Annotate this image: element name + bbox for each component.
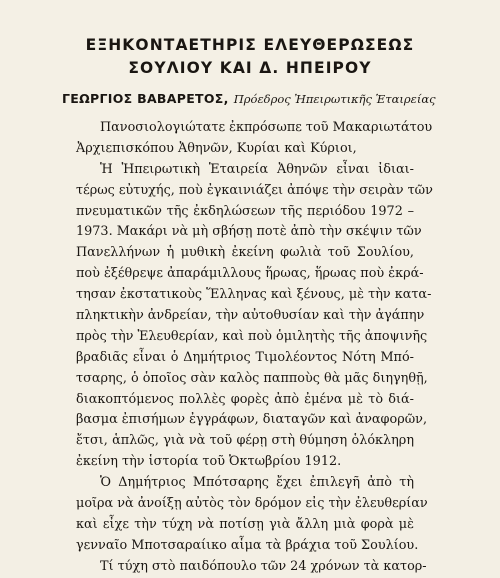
author-role: Πρόεδρος Ἠπειρωτικῆς Ἑταιρείας — [233, 92, 436, 106]
text-line: Ἡ Ἠπειρωτικὴ Ἑταιρεία Ἀθηνῶν εἶναι ἰδιαι- — [100, 161, 414, 177]
text-line: τσαρης, ὁ ὁποῖος σὰν καλὸς παπποὺς θὰ μᾶς διηγηθῇ, — [76, 370, 428, 386]
text-line: διακοπτόμενος πολλὲς φορὲς ἀπὸ ἐμένα μὲ τὸ διά- — [76, 391, 414, 407]
text-line: βραδιᾶς εἶναι ὁ Δημήτριος Τιμολέοντος Νότη Μπό- — [76, 349, 414, 365]
text-line: τησαν ἐκστατικοὺς Ἕλληνας καὶ ξένους, μὲ τὴν κατα- — [76, 287, 432, 303]
text-line: ἔτσι, ἁπλῶς, γιὰ νὰ τοῦ φέρῃ στὴ θύμηση ὁλόκληρη — [76, 433, 414, 449]
text-line: μοῖρα νὰ ἀνοίξῃ αὐτὸς τὸν δρόμον εἰς τὴν ἐλευθερίαν — [76, 496, 428, 512]
text-line: Τί τύχη στὸ παιδόπουλο τῶν 24 χρόνων τὰ κατορ- — [100, 558, 427, 574]
text-line: βασμα ἐπισήμων ἐγγράφων, διαταγῶν καὶ ἀναφορῶν, — [76, 412, 428, 428]
author-line — [62, 88, 436, 107]
text-line: Ἀρχιεπισκόπου Ἀθηνῶν, Κυρίαι καὶ Κύριοι, — [76, 140, 357, 156]
text-line: 1973. Μακάρι νὰ μὴ σβήσῃ ποτὲ ἀπὸ τὴν σκέψιν τῶν — [76, 224, 422, 240]
text-line: Ὁ Δημήτριος Μπότσαρης ἔχει ἐπιλεγῆ ἀπὸ τὴ — [100, 475, 414, 491]
document-title-line-2: ΣΟΥΛΙΟΥ ΚΑΙ Δ. ΗΠΕΙΡΟΥ — [128, 59, 372, 77]
document-title-line-1: ΕΞΗΚΟΝΤΑΕΤΗΡΙΣ ΕΛΕΥΘΕΡΩΣΕΩΣ — [85, 36, 415, 54]
text-line: ποὺ ἐξέθρεψε ἀπαράμιλλους ἥρωας, ἥρωας ποὺ ἐκρά- — [76, 266, 424, 282]
text-line: Πανοσιολογιώτατε ἐκπρόσωπε τοῦ Μακαριωτάτου — [100, 120, 433, 135]
author-name: ΓΕΩΡΓΙΟΣ ΒΑΒΑΡΕΤΟΣ, — [62, 91, 229, 106]
text-line: πνευματικῶν τῆς ἐκδηλώσεων τῆς περιόδου 1972 – — [76, 203, 414, 219]
text-line: ἐκείνη τὴν ἱστορία τοῦ Ὀκτωβρίου 1912. — [76, 454, 342, 470]
text-line: καὶ εἶχε τὴν τύχη νὰ ποτίσῃ γιὰ ἄλλη μιὰ φορὰ μὲ — [76, 516, 414, 532]
body-text — [76, 118, 433, 578]
text-line: Πανελλήνων ἡ μυθικὴ ἐκείνη φωλιὰ τοῦ Σουλίου, — [76, 245, 414, 261]
text-line: πληκτικὴν ἀνδρείαν, τὴν αὐτοθυσίαν καὶ τὴν ἀγάπην — [76, 308, 425, 324]
text-line: πρὸς τὴν Ἐλευθερίαν, καὶ ποὺ ὁμιλητὴς τῆς ἀποψινῆς — [76, 328, 428, 344]
text-line: τέρως εὐτυχής, ποὺ ἐγκαινιάζει ἀπόψε τὴν σειρὰν τῶν — [76, 182, 433, 198]
text-line: γενναῖο Μποτσαραίικο αἷμα τὰ βράχια τοῦ Σουλίου. — [76, 537, 419, 553]
